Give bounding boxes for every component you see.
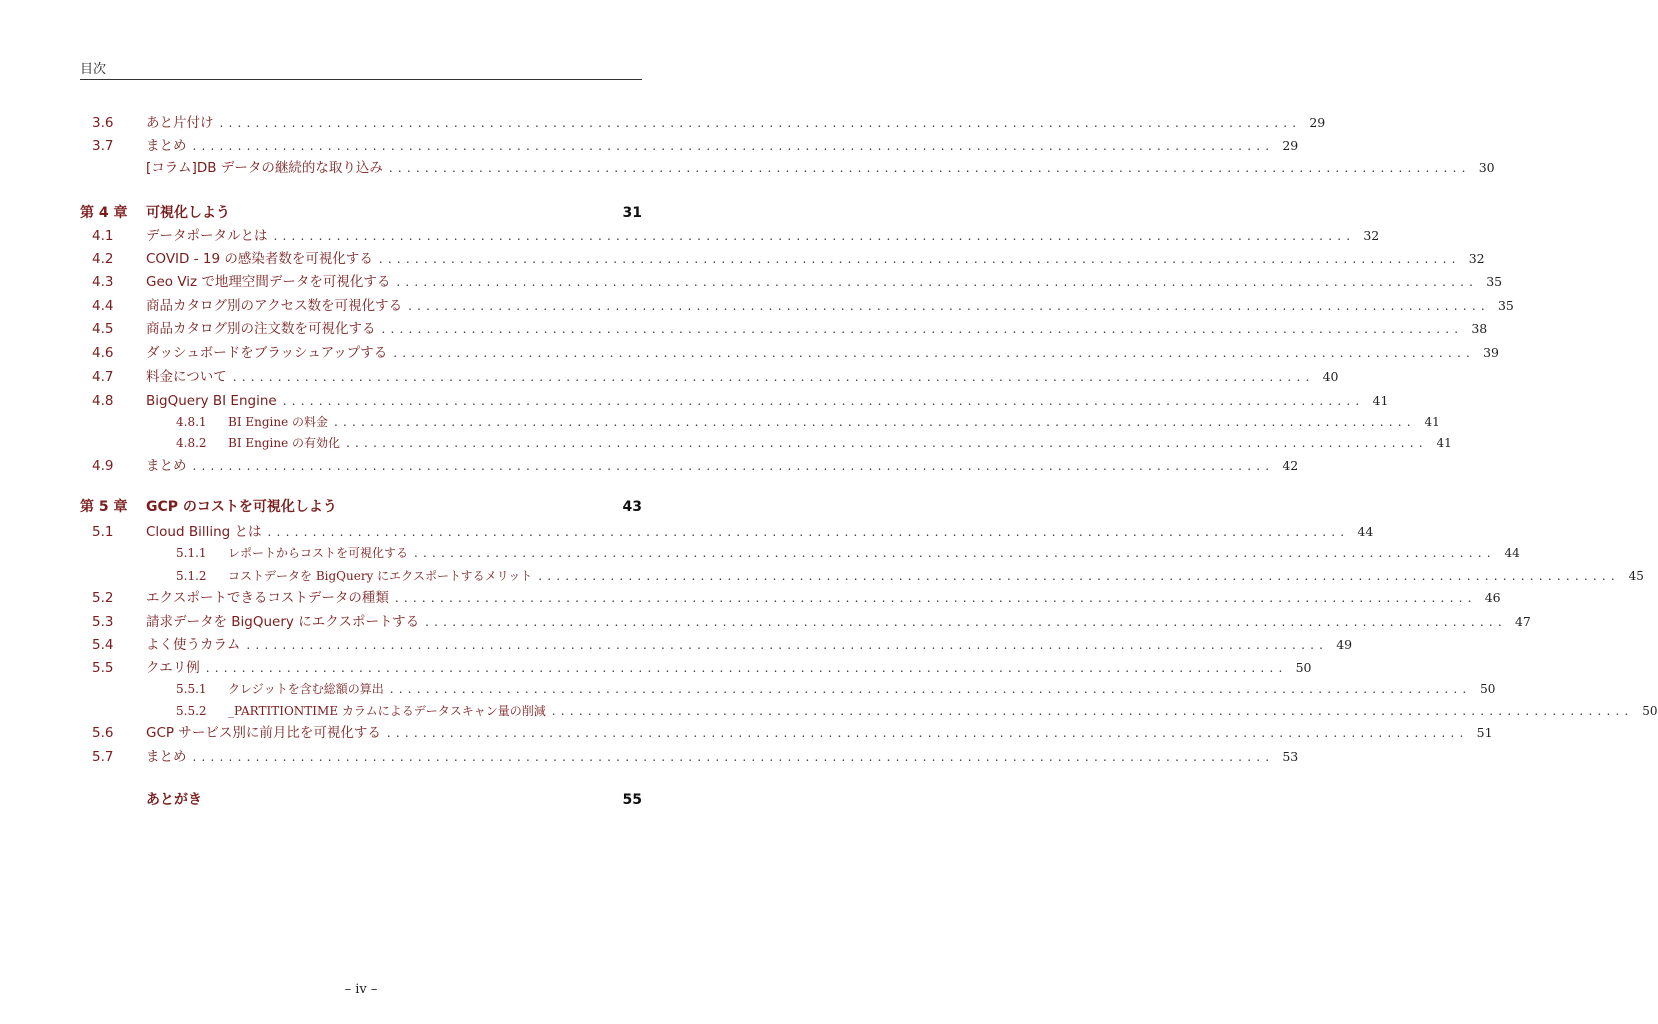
toc-entry-title[interactable]: _PARTITIONTIME カラムによるデータスキャン量の削減	[228, 704, 546, 718]
toc-entry-title[interactable]: [コラム]DB データの継続的な取り込み	[146, 160, 383, 176]
toc-page-number: 42	[1282, 458, 1299, 473]
toc-section-row[interactable]	[80, 136, 1299, 156]
toc-dot-leader: ........................................................................................................................	[388, 161, 1471, 175]
toc-entry-title[interactable]: GCP のコストを可視化しよう	[146, 499, 337, 515]
toc-section-row[interactable]	[80, 249, 1485, 269]
toc-dot-leader: ........................................................................................................................	[381, 322, 1464, 336]
toc-entry-number: 3.7	[92, 138, 114, 154]
toc-dot-leader: ........................................................................................................................	[219, 116, 1302, 130]
toc-entry-number: 4.4	[92, 298, 114, 314]
toc-entry-number: 5.2	[92, 590, 114, 606]
toc-section-row[interactable]	[80, 747, 1299, 767]
toc-entry-number: 5.5.2	[176, 704, 207, 718]
toc-entry-title[interactable]: コストデータを BigQuery にエクスポートするメリット	[228, 569, 533, 583]
toc-dot-leader: ........................................................................................................................	[538, 569, 1620, 583]
toc-page-number: 32	[1468, 251, 1485, 266]
toc-subsection-row[interactable]	[80, 412, 1440, 432]
toc-page-number: 45	[1628, 569, 1644, 583]
toc-dot-leader: ........................................................................................................................	[192, 459, 1275, 473]
header-rule	[80, 79, 642, 80]
toc-page-number: 55	[622, 792, 642, 808]
toc-section-row[interactable]	[80, 158, 1495, 178]
toc-entry-number: 5.7	[92, 749, 114, 765]
toc-chapter-row[interactable]	[80, 790, 642, 810]
toc-entry-number: 5.1	[92, 524, 114, 540]
toc-entry-title[interactable]: Geo Viz で地理空間データを可視化する	[146, 274, 391, 290]
toc-entry-title[interactable]: Cloud Billing とは	[146, 524, 262, 540]
toc-entry-title[interactable]: よく使うカラム	[146, 637, 241, 653]
toc-page-number: 41	[1424, 415, 1440, 429]
toc-entry-title[interactable]: BigQuery BI Engine	[146, 393, 277, 409]
toc-section-row[interactable]	[80, 522, 1374, 542]
toc-entry-title[interactable]: 料金について	[146, 369, 227, 385]
toc-page-number: 40	[1322, 369, 1339, 384]
toc-dot-leader: ........................................................................................................................	[246, 638, 1329, 652]
running-header: 目次	[80, 62, 107, 77]
toc-dot-leader: ........................................................................................................................	[386, 726, 1469, 740]
toc-section-row[interactable]	[80, 635, 1353, 655]
toc-entry-title[interactable]: レポートからコストを可視化する	[228, 546, 409, 560]
toc-page-number: 41	[1436, 436, 1452, 450]
toc-entry-title[interactable]: クレジットを含む総額の算出	[228, 682, 384, 696]
toc-entry-number: 5.5.1	[176, 682, 207, 696]
toc-section-row[interactable]	[80, 588, 1501, 608]
toc-page-number: 50	[1480, 682, 1496, 696]
toc-entry-number: 4.3	[92, 274, 114, 290]
toc-page-number: 29	[1282, 138, 1299, 153]
toc-entry-number: 4.5	[92, 321, 114, 337]
toc-entry-number: 5.1.1	[176, 546, 207, 560]
toc-entry-title[interactable]: COVID - 19 の感染者数を可視化する	[146, 251, 373, 267]
toc-entry-number: 5.4	[92, 637, 114, 653]
toc-page-number: 43	[622, 499, 642, 515]
toc-chapter-row[interactable]	[80, 497, 642, 517]
toc-section-row[interactable]	[80, 296, 1514, 316]
toc-page-number: 39	[1483, 345, 1499, 360]
toc-entry-title[interactable]: ダッシュボードをブラッシュアップする	[146, 345, 388, 361]
toc-entry-title[interactable]: エクスポートできるコストデータの種類	[146, 590, 389, 606]
toc-entry-title[interactable]: クエリ例	[146, 660, 200, 676]
toc-subsection-row[interactable]	[80, 433, 1452, 453]
toc-section-row[interactable]	[80, 343, 1499, 363]
toc-page-number: 47	[1514, 614, 1531, 629]
toc-dot-leader: ........................................................................................................................	[282, 394, 1365, 408]
toc-section-row[interactable]	[80, 391, 1389, 411]
toc-page-number: 30	[1478, 160, 1495, 175]
toc-dot-leader: ........................................................................................................................	[346, 436, 1428, 450]
toc-entry-title[interactable]: BI Engine の料金	[228, 415, 329, 429]
toc-entry-number: 第 5 章	[80, 499, 128, 515]
toc-subsection-row[interactable]	[80, 566, 1644, 586]
toc-page-number: 32	[1363, 228, 1380, 243]
toc-dot-leader: ........................................................................................................................	[396, 275, 1479, 289]
toc-subsection-row[interactable]	[80, 679, 1496, 699]
toc-entry-number: 4.8.1	[176, 415, 207, 429]
toc-chapter-row[interactable]	[80, 203, 642, 223]
toc-page-number: 46	[1484, 590, 1501, 605]
toc-section-row[interactable]	[80, 272, 1503, 292]
toc-entry-number: 4.8.2	[176, 436, 207, 450]
toc-entry-title[interactable]: 商品カタログ別の注文数を可視化する	[146, 321, 376, 337]
toc-section-row[interactable]	[80, 612, 1531, 632]
toc-page-number: 51	[1476, 725, 1493, 740]
toc-entry-number: 4.2	[92, 251, 114, 267]
toc-dot-leader: ........................................................................................................................	[425, 615, 1507, 629]
toc-page-number: 29	[1309, 115, 1326, 130]
toc-page-number: 44	[1357, 524, 1374, 539]
toc-entry-title[interactable]: BI Engine の有効化	[228, 436, 341, 450]
toc-subsection-row[interactable]	[80, 543, 1520, 563]
toc-entry-title[interactable]: あと片付け	[146, 115, 214, 131]
toc-entry-title[interactable]: まとめ	[146, 138, 187, 154]
toc-page-number: 49	[1336, 637, 1353, 652]
toc-section-row[interactable]	[80, 658, 1312, 678]
toc-entry-title[interactable]: GCP サービス別に前月比を可視化する	[146, 725, 381, 741]
toc-page-number: 31	[622, 205, 642, 221]
toc-entry-number: 第 4 章	[80, 205, 128, 221]
toc-dot-leader: ........................................................................................................................	[389, 682, 1472, 696]
toc-page-number: 50	[1642, 704, 1658, 718]
toc-entry-number: 4.6	[92, 345, 114, 361]
toc-page-number: 50	[1295, 660, 1312, 675]
toc-dot-leader: ........................................................................................................................	[408, 299, 1490, 313]
toc-entry-number: 4.8	[92, 393, 114, 409]
toc-page-number: 41	[1372, 393, 1389, 408]
toc-section-row[interactable]	[80, 226, 1380, 246]
toc-entry-number: 4.9	[92, 458, 114, 474]
toc-entry-number: 5.6	[92, 725, 114, 741]
toc-entry-number: 4.1	[92, 228, 114, 244]
toc-entry-number: 5.3	[92, 614, 114, 630]
toc-dot-leader: ........................................................................................................................	[393, 346, 1475, 360]
toc-section-row[interactable]	[80, 723, 1493, 743]
toc-entry-title[interactable]: 請求データを BigQuery にエクスポートする	[146, 614, 420, 630]
toc-dot-leader: ........................................................................................................................	[378, 252, 1461, 266]
toc-dot-leader: ........................................................................................................................	[205, 661, 1288, 675]
toc-section-row[interactable]	[80, 113, 1326, 133]
toc-dot-leader: ........................................................................................................................	[273, 229, 1356, 243]
toc-section-row[interactable]	[80, 367, 1339, 387]
toc-page-number: 35	[1486, 274, 1503, 289]
toc-dot-leader: ........................................................................................................................	[232, 370, 1315, 384]
toc-dot-leader: ........................................................................................................................	[192, 750, 1275, 764]
toc-subsection-row[interactable]	[80, 701, 1658, 721]
toc-entry-title[interactable]: 可視化しよう	[146, 205, 230, 221]
toc-dot-leader: ........................................................................................................................	[414, 546, 1496, 560]
toc-dot-leader: ........................................................................................................................	[267, 525, 1350, 539]
toc-entry-number: 5.5	[92, 660, 114, 676]
toc-section-row[interactable]	[80, 456, 1299, 476]
toc-entry-title[interactable]: 商品カタログ別のアクセス数を可視化する	[146, 298, 403, 314]
toc-entry-title[interactable]: あとがき	[146, 792, 202, 808]
page-number-footer: – iv –	[344, 982, 378, 997]
toc-page-number: 38	[1471, 321, 1488, 336]
toc-dot-leader: ........................................................................................................................	[551, 704, 1634, 718]
toc-section-row[interactable]	[80, 319, 1488, 339]
toc-entry-title[interactable]: データポータルとは	[146, 228, 268, 244]
toc-dot-leader: ........................................................................................................................	[192, 139, 1275, 153]
toc-entry-title[interactable]: まとめ	[146, 749, 187, 765]
toc-page-number: 35	[1497, 298, 1514, 313]
toc-entry-title[interactable]: まとめ	[146, 458, 187, 474]
toc-dot-leader: ........................................................................................................................	[334, 415, 1416, 429]
toc-entry-number: 3.6	[92, 115, 114, 131]
toc-entry-number: 5.1.2	[176, 569, 207, 583]
toc-page-number: 53	[1282, 749, 1299, 764]
toc-dot-leader: ........................................................................................................................	[394, 591, 1477, 605]
toc-entry-number: 4.7	[92, 369, 114, 385]
toc-page-number: 44	[1504, 546, 1520, 560]
